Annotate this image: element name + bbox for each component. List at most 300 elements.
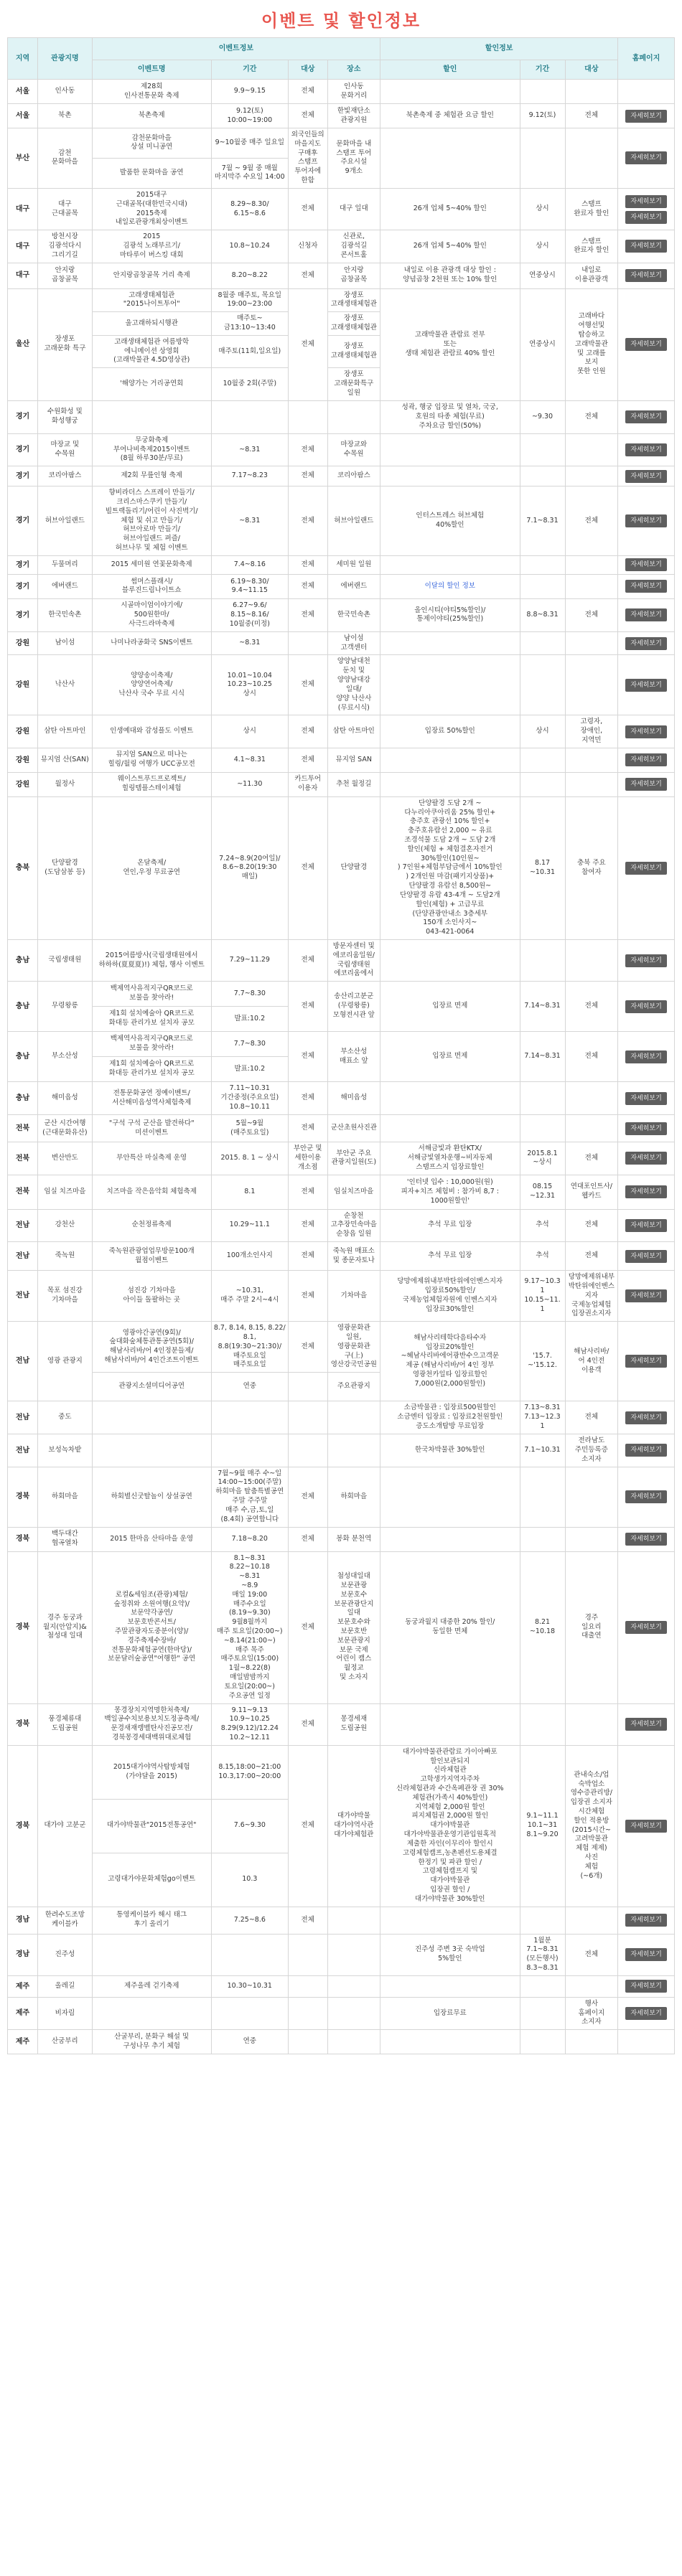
event-period-cell — [211, 1434, 288, 1467]
event-name-cell: 몽경장치지역명한처축제/ 백일공수치보용보치도정공축제/ 문경새재렝벨탄사진공모전/ 경북몽경세대백위대로체험 — [92, 1703, 211, 1745]
discount-period-cell: 상시 — [520, 715, 565, 748]
detail-button-group — [620, 1444, 672, 1457]
detail-button[interactable]: 자세히보기 — [625, 195, 667, 208]
region-cell: 경남 — [8, 1934, 38, 1975]
event-target-cell — [288, 400, 327, 433]
event-target-cell: 전체 — [288, 104, 327, 128]
detail-button[interactable]: 자세히보기 — [625, 269, 667, 282]
detail-button-group — [620, 2007, 672, 2020]
detail-button-group — [620, 514, 672, 527]
discount-cell: 진주성 주변 3곳 숙박업 5%할인 — [380, 1934, 520, 1975]
discount-cell — [380, 1703, 520, 1745]
spot-cell: 대구 근대골목 — [38, 188, 93, 230]
event-name-cell: 고래생태체험관 여름방학 에니메이션 상영회 (고래박물관 4.5D영상관) — [92, 335, 211, 367]
discount-period-cell: 연중상시 — [520, 263, 565, 288]
event-name-cell: 온달축제/ 연인,우정 무료공연 — [92, 796, 211, 939]
header-region: 지역 — [8, 38, 38, 80]
event-target-cell: 전체 — [288, 288, 327, 400]
event-period-cell: 8.29~8.30/ 6.15~8.6 — [211, 188, 288, 230]
detail-button[interactable]: 자세히보기 — [625, 1490, 667, 1503]
event-period-cell — [211, 1401, 288, 1434]
discount-period-cell — [520, 1907, 565, 1934]
homepage-cell — [618, 555, 675, 574]
spot-cell: 한국민속촌 — [38, 598, 93, 631]
event-period-cell: 5월~9월 (매주토요일) — [211, 1115, 288, 1142]
homepage-cell — [618, 2030, 675, 2054]
region-cell: 전북 — [8, 1175, 38, 1209]
spot-cell: 허브아일랜드 — [38, 486, 93, 556]
detail-button[interactable]: 자세히보기 — [625, 1533, 667, 1546]
discount-period-cell: 9.12(토) — [520, 104, 565, 128]
table-row — [8, 188, 675, 230]
discount-cell — [380, 1467, 520, 1527]
spot-cell: 비자림 — [38, 1997, 93, 2029]
event-name-cell: 2015 세미원 연꽃문화축제 — [92, 555, 211, 574]
discount-period-cell: 8.21 ~10.18 — [520, 1551, 565, 1703]
discount-period-cell: 08.15 ~12.31 — [520, 1175, 565, 1209]
spot-cell: 대가야 고분군 — [38, 1745, 93, 1907]
event-target-cell: 전체 — [288, 939, 327, 981]
event-place-cell: 허브아일랜드 — [327, 486, 380, 556]
homepage-cell — [618, 1032, 675, 1082]
event-period-cell: 7.24~8.9(20여일)/ 8.6~8.20(19:30 매일) — [211, 796, 288, 939]
event-period-cell — [211, 1997, 288, 2029]
discount-target-cell — [565, 1703, 618, 1745]
detail-button-group — [620, 1050, 672, 1063]
discount-target-cell: 전라남도 주민등록증 소지자 — [565, 1434, 618, 1467]
homepage-cell — [618, 1322, 675, 1401]
detail-button[interactable]: 자세히보기 — [625, 1914, 667, 1927]
event-period-cell: 발표:10.2 — [211, 1057, 288, 1082]
discount-target-cell — [565, 1907, 618, 1934]
event-name-cell: 썸머스플래시/ 블루진드림나이트쇼 — [92, 574, 211, 598]
discount-period-cell: 상시 — [520, 230, 565, 263]
discount-period-cell: ~9.30 — [520, 400, 565, 433]
event-place-cell: 한빛재단소 관광지원 — [327, 104, 380, 128]
header-homepage: 홈페이지 — [618, 38, 675, 80]
detail-button[interactable]: 자세히보기 — [625, 1355, 667, 1368]
detail-button[interactable]: 자세히보기 — [625, 151, 667, 164]
table-row — [8, 400, 675, 433]
discount-cell — [380, 1907, 520, 1934]
discount-target-cell: 스탬프 완료자 할인 — [565, 188, 618, 230]
event-name-cell: 제28회 인사전통문화 축제 — [92, 80, 211, 104]
event-place-cell: 에버랜드 — [327, 574, 380, 598]
event-period-cell: 연중 — [211, 1373, 288, 1401]
spot-cell: 국립생태원 — [38, 939, 93, 981]
discount-period-cell: 8.17 ~10.31 — [520, 796, 565, 939]
region-cell: 대구 — [8, 263, 38, 288]
event-period-cell: 10.3 — [211, 1853, 288, 1907]
detail-button[interactable]: 자세히보기 — [625, 410, 667, 423]
discount-period-cell: 7.1~8.31 — [520, 486, 565, 556]
detail-button[interactable]: 자세히보기 — [625, 211, 667, 224]
event-name-cell: 인생예대와 감성플도 이벤트 — [92, 715, 211, 748]
table-body — [8, 80, 675, 2054]
discount-target-cell — [565, 433, 618, 466]
spot-cell: 변산반도 — [38, 1142, 93, 1175]
event-place-cell — [327, 1997, 380, 2029]
detail-button[interactable]: 자세히보기 — [625, 514, 667, 527]
event-period-cell — [211, 400, 288, 433]
event-place-cell: 부소산성 매표소 앞 — [327, 1032, 380, 1082]
region-cell: 경기 — [8, 433, 38, 466]
event-period-cell: 6.27~9.6/ 8.15~8.16/ 10월중(미정) — [211, 598, 288, 631]
detail-button[interactable]: 자세히보기 — [625, 1621, 667, 1634]
event-place-cell — [327, 1401, 380, 1434]
homepage-cell — [618, 1434, 675, 1467]
spot-cell: 낙산사 — [38, 655, 93, 715]
table-row — [8, 939, 675, 981]
homepage-cell — [618, 486, 675, 556]
detail-button[interactable]: 자세히보기 — [625, 558, 667, 571]
event-place-cell: 삼탄 아트마인 — [327, 715, 380, 748]
discount-cell — [380, 1527, 520, 1551]
table-row — [8, 1745, 675, 1799]
table-row — [8, 598, 675, 631]
detail-button[interactable]: 자세히보기 — [625, 1411, 667, 1424]
discount-cell — [380, 80, 520, 104]
spot-cell: 장생포 고래문화 특구 — [38, 288, 93, 400]
detail-button-group — [620, 679, 672, 692]
event-target-cell: 신청자 — [288, 230, 327, 263]
detail-button[interactable]: 자세히보기 — [625, 1948, 667, 1961]
event-target-cell: 전체 — [288, 263, 327, 288]
discount-cell: 서해금빛과 환탄KTX/ 서해금빛열차운행~비자동체 스탬프스지 입장료할인 — [380, 1142, 520, 1175]
detail-button[interactable]: 자세히보기 — [625, 1980, 667, 1993]
table-row — [8, 1142, 675, 1175]
detail-button-group — [620, 608, 672, 621]
discount-target-cell: 고령자, 장애인, 지역민 — [565, 715, 618, 748]
discount-target-cell — [565, 1115, 618, 1142]
event-target-cell: 전체 — [288, 1209, 327, 1241]
event-target-cell — [288, 2030, 327, 2054]
detail-button-group — [620, 954, 672, 967]
event-name-cell: 2015 한마음 산타마을 운영 — [92, 1527, 211, 1551]
homepage-cell — [618, 574, 675, 598]
detail-button-group — [620, 725, 672, 738]
discount-period-cell: 7.14~8.31 — [520, 982, 565, 1032]
homepage-cell — [618, 263, 675, 288]
region-cell: 전남 — [8, 1434, 38, 1467]
discount-period-cell: 7.14~8.31 — [520, 1032, 565, 1082]
discount-period-cell — [520, 128, 565, 189]
table-row — [8, 128, 675, 159]
discount-cell: 추석 무료 입장 — [380, 1242, 520, 1271]
event-name-cell: 2015여름방사(국립생태원에서 하하하(夏夏夏)!) 체험, 행사 이벤트 — [92, 939, 211, 981]
event-period-cell: 발표:10.2 — [211, 1007, 288, 1032]
discount-target-cell: 고래바다 여행선및 탑승하고 고래박물관 및 고래를 보지 못한 인원 — [565, 288, 618, 400]
event-name-cell: 나미나라공화국 SNS이벤트 — [92, 631, 211, 655]
event-name-cell: 통영케이블카 해시 태그 후기 올리기 — [92, 1907, 211, 1934]
region-cell: 충남 — [8, 939, 38, 981]
detail-button[interactable]: 자세히보기 — [625, 110, 667, 123]
discount-period-cell: 7.1~10.31 — [520, 1434, 565, 1467]
events-table — [7, 37, 675, 2054]
event-target-cell — [288, 1373, 327, 1401]
discount-cell — [380, 555, 520, 574]
event-place-cell: 양양남대천 둔치 및 양양남대강 일대/ 양양 낙산사 (무료시식) — [327, 655, 380, 715]
table-header — [8, 38, 675, 80]
discount-period-cell: 2015.8.1 ~상시 — [520, 1142, 565, 1175]
homepage-cell — [618, 1997, 675, 2029]
event-target-cell: 카드투어 이용자 — [288, 772, 327, 796]
spot-cell: 하회마을 — [38, 1467, 93, 1527]
homepage-cell — [618, 796, 675, 939]
discount-cell: 이달의 할인 정보 — [380, 574, 520, 598]
region-cell: 충남 — [8, 1032, 38, 1082]
event-name-cell: 대가야박물관"2015전통공연" — [92, 1799, 211, 1853]
discount-cell — [380, 2030, 520, 2054]
detail-button-group — [620, 753, 672, 766]
discount-target-cell: 전체 — [565, 598, 618, 631]
detail-button[interactable]: 자세히보기 — [625, 1718, 667, 1731]
event-period-cell: 100개소인사지 — [211, 1242, 288, 1271]
event-name-cell: 부안특산 마실축제 운영 — [92, 1142, 211, 1175]
event-period-cell: 연중 — [211, 2030, 288, 2054]
homepage-cell — [618, 80, 675, 104]
spot-cell: 백두대간 협곡열차 — [38, 1527, 93, 1551]
detail-button[interactable]: 자세히보기 — [625, 470, 667, 483]
table-row — [8, 486, 675, 556]
detail-button[interactable]: 자세히보기 — [625, 1289, 667, 1302]
event-place-cell: 해미읍성 — [327, 1082, 380, 1115]
detail-button[interactable]: 자세히보기 — [625, 1820, 667, 1833]
event-name-cell: 북촌축제 — [92, 104, 211, 128]
event-place-cell: 하회마을 — [327, 1467, 380, 1527]
event-place-cell: 장생포 고래생태체험관 — [327, 288, 380, 312]
event-place-cell: 몽경세재 도립공원 — [327, 1703, 380, 1745]
event-target-cell: 전체 — [288, 982, 327, 1032]
header-spot: 관광지명 — [38, 38, 93, 80]
region-cell: 전남 — [8, 1401, 38, 1434]
discount-period-cell: 연중상시 — [520, 288, 565, 400]
table-row — [8, 796, 675, 939]
homepage-cell — [618, 1242, 675, 1271]
region-cell: 강원 — [8, 715, 38, 748]
discount-target-cell: 행사 홈페이지 소지자 — [565, 1997, 618, 2029]
event-period-cell: 7.29~11.29 — [211, 939, 288, 981]
event-period-cell: 9~10월중 매주 일요일 — [211, 128, 288, 159]
table-row — [8, 466, 675, 486]
event-target-cell: 전체 — [288, 796, 327, 939]
spot-cell: 뮤지엄 산(SAN) — [38, 748, 93, 772]
table-row — [8, 1934, 675, 1975]
event-place-cell: 장생포 고래문화특구 일원 — [327, 368, 380, 400]
region-cell: 대구 — [8, 230, 38, 263]
detail-button[interactable]: 자세히보기 — [625, 1444, 667, 1457]
event-period-cell: 10.8~10.24 — [211, 230, 288, 263]
event-place-cell: 첨성대일대 보문관광 보문호수 보문관광단지 일대 보문호수와 보문호반 보문관광지 보문 국제 어린이 캠스 월정교 및 소자지 — [327, 1551, 380, 1703]
spot-cell: 안지랑 곱창골목 — [38, 263, 93, 288]
spot-cell: 산굼부리 — [38, 2030, 93, 2054]
spot-cell: 강천산 — [38, 1209, 93, 1241]
event-place-cell: 임실치즈마을 — [327, 1175, 380, 1209]
event-target-cell: 전체 — [288, 598, 327, 631]
detail-button-group — [620, 862, 672, 875]
region-cell: 경기 — [8, 555, 38, 574]
event-target-cell: 전체 — [288, 433, 327, 466]
table-row — [8, 1115, 675, 1142]
discount-target-cell: 전체 — [565, 1142, 618, 1175]
detail-button[interactable]: 자세히보기 — [625, 2007, 667, 2020]
detail-button[interactable]: 자세히보기 — [625, 753, 667, 766]
event-name-cell: 백제역사유적지구QR코드로 보물을 찾아라! — [92, 982, 211, 1007]
event-period-cell: 9.9~9.15 — [211, 80, 288, 104]
event-period-cell: ~11.30 — [211, 772, 288, 796]
discount-cell: 대가야박물관관람료 가이아빠포 할인보관되지 신라체험관 고학생가지역자주차 신라체험관과 수간옥페관장 권 30% 체험관(가족시 40%할인) 지역체험 2,000원 할인 피지체험권 2,000원 할인 대가야박물관 대가야박물관운영기관입원혹적 제출한 자인(이무리아 할인시 고령체험캠프,농촌펜션도용체결 한정기 및 파관 할인 / 고령체험캠프지 및 대가야박물관 입장권 할인 / 대가야박물관 30%할인 — [380, 1745, 520, 1907]
region-cell: 전남 — [8, 1271, 38, 1322]
detail-button-group — [620, 1533, 672, 1546]
discount-period-cell — [520, 1703, 565, 1745]
region-cell: 전남 — [8, 1322, 38, 1401]
spot-cell: 진주성 — [38, 1934, 93, 1975]
event-name-cell — [92, 1401, 211, 1434]
discount-cell — [380, 748, 520, 772]
region-cell: 전북 — [8, 1142, 38, 1175]
event-place-cell — [327, 1975, 380, 1997]
discount-target-cell: 전체 — [565, 104, 618, 128]
detail-button[interactable]: 자세히보기 — [625, 1152, 667, 1165]
discount-period-cell: 추석 — [520, 1209, 565, 1241]
event-place-cell: 송산리고분군 (무령왕릉) 모형전시관 앞 — [327, 982, 380, 1032]
spot-cell: 인사동 — [38, 80, 93, 104]
event-name-cell: 제1회 설치예술아 QR코드로 화대등 관리가보 설치자 공모 — [92, 1057, 211, 1082]
detail-button-group — [620, 470, 672, 483]
homepage-cell — [618, 1175, 675, 1209]
event-target-cell — [288, 1434, 327, 1467]
detail-button[interactable]: 자세히보기 — [625, 1000, 667, 1013]
spot-cell: 영광 관광지 — [38, 1322, 93, 1401]
event-target-cell: 전체 — [288, 1907, 327, 1934]
event-place-cell: 방문자센터 및 에코리움일원/ 국립생태원 에코리움에서 — [327, 939, 380, 981]
discount-period-cell — [520, 574, 565, 598]
discount-target-cell — [565, 1467, 618, 1527]
detail-button[interactable]: 자세히보기 — [625, 1185, 667, 1198]
detail-button[interactable]: 자세히보기 — [625, 443, 667, 456]
detail-button[interactable]: 자세히보기 — [625, 862, 667, 875]
discount-cell — [380, 1975, 520, 1997]
detail-button[interactable]: 자세히보기 — [625, 1250, 667, 1263]
event-place-cell: 신관로, 김광석길 콘서트홀 — [327, 230, 380, 263]
event-target-cell: 전체 — [288, 1115, 327, 1142]
homepage-cell — [618, 1975, 675, 1997]
event-name-cell — [92, 1934, 211, 1975]
discount-period-cell — [520, 433, 565, 466]
event-name-cell: 순천정류축제 — [92, 1209, 211, 1241]
discount-target-cell: 스탬프 완료자 할인 — [565, 230, 618, 263]
table-row — [8, 1907, 675, 1934]
event-period-cell: 7.18~8.20 — [211, 1527, 288, 1551]
detail-button[interactable]: 자세히보기 — [625, 778, 667, 791]
discount-target-cell — [565, 1527, 618, 1551]
homepage-cell — [618, 1115, 675, 1142]
homepage-cell — [618, 400, 675, 433]
detail-button[interactable]: 자세히보기 — [625, 725, 667, 738]
event-name-cell: 감천문화마을 상설 미니공연 — [92, 128, 211, 159]
discount-period-cell — [520, 631, 565, 655]
event-period-cell: 7.7~8.30 — [211, 982, 288, 1007]
event-target-cell: 전체 — [288, 715, 327, 748]
spot-cell: 월정사 — [38, 772, 93, 796]
event-period-cell: 8월중 매주토, 목요일 19:00~23:00 — [211, 288, 288, 312]
discount-cell — [380, 433, 520, 466]
event-target-cell: 전체 — [288, 748, 327, 772]
event-name-cell: 2015대가야역사탐방체험 (가야달을 2015) — [92, 1745, 211, 1799]
homepage-cell — [618, 288, 675, 400]
detail-button[interactable]: 자세히보기 — [625, 608, 667, 621]
spot-cell: 삼탄 아트마인 — [38, 715, 93, 748]
detail-button[interactable]: 자세히보기 — [625, 1050, 667, 1063]
detail-button[interactable]: 자세히보기 — [625, 1122, 667, 1135]
event-name-cell: 하회별신굿탈놀이 상설공연 — [92, 1467, 211, 1527]
homepage-cell — [618, 230, 675, 263]
discount-period-cell — [520, 655, 565, 715]
homepage-cell — [618, 128, 675, 189]
discount-target-cell — [565, 466, 618, 486]
discount-cell — [380, 655, 520, 715]
event-period-cell: 7.11~10.31 기간중정(주요요일) 10.8~10.11 — [211, 1082, 288, 1115]
detail-button-group — [620, 1122, 672, 1135]
event-place-cell: 장생포 고래생태체험관 — [327, 312, 380, 336]
table-row — [8, 631, 675, 655]
detail-button-group — [620, 1092, 672, 1105]
header-period: 기간 — [211, 60, 288, 80]
detail-button[interactable]: 자세히보기 — [625, 679, 667, 692]
detail-button[interactable]: 자세히보기 — [625, 240, 667, 253]
event-period-cell: 4.1~8.31 — [211, 748, 288, 772]
event-period-cell: 7.4~8.16 — [211, 555, 288, 574]
discount-cell — [380, 939, 520, 981]
event-target-cell: 부안군 및 세한이용 개소점 — [288, 1142, 327, 1175]
region-cell: 울산 — [8, 288, 38, 400]
discount-target-cell: 전체 — [565, 486, 618, 556]
event-period-cell: 7월 ~ 9월 중 매월 마지막주 수요일 14:00 — [211, 158, 288, 188]
header-event-name: 이벤트명 — [92, 60, 211, 80]
event-name-cell: 산굴부리, 분화구 해설 및 구성나무 추기 체험 — [92, 2030, 211, 2054]
detail-button[interactable]: 자세히보기 — [625, 580, 667, 593]
detail-button-group — [620, 1000, 672, 1013]
discount-target-cell: 전체 — [565, 1401, 618, 1434]
spot-cell: 풍경체류대 도립공원 — [38, 1703, 93, 1745]
detail-button[interactable]: 자세히보기 — [625, 338, 667, 351]
header-discount-group: 할인정보 — [380, 38, 618, 60]
discount-target-cell: 전체 — [565, 1032, 618, 1082]
detail-button[interactable]: 자세히보기 — [625, 1219, 667, 1232]
homepage-cell — [618, 1551, 675, 1703]
table-row — [8, 574, 675, 598]
homepage-cell — [618, 1527, 675, 1551]
event-target-cell — [288, 1975, 327, 1997]
event-period-cell: 10.29~11.1 — [211, 1209, 288, 1241]
detail-button[interactable]: 자세히보기 — [625, 954, 667, 967]
event-name-cell: 백제역사유적지구QR코드로 보물을 찾아라! — [92, 1032, 211, 1057]
event-place-cell: 추천 월정길 — [327, 772, 380, 796]
spot-cell: 목포 섬진강 기차마을 — [38, 1271, 93, 1322]
event-target-cell — [288, 1934, 327, 1975]
event-place-cell: 봉화 분천역 — [327, 1527, 380, 1551]
event-name-cell: 양양송이축제/ 양양연어축제/ 낙산사 국수 무료 시식 — [92, 655, 211, 715]
table-row — [8, 1082, 675, 1115]
discount-target-cell — [565, 748, 618, 772]
detail-button[interactable]: 자세히보기 — [625, 637, 667, 650]
discount-period-cell: '15.7. ~'15.12. — [520, 1322, 565, 1401]
detail-button[interactable]: 자세히보기 — [625, 1092, 667, 1105]
discount-period-cell — [520, 939, 565, 981]
discount-period-cell — [520, 1115, 565, 1142]
discount-period-cell: 상시 — [520, 188, 565, 230]
discount-period-cell — [520, 2030, 565, 2054]
